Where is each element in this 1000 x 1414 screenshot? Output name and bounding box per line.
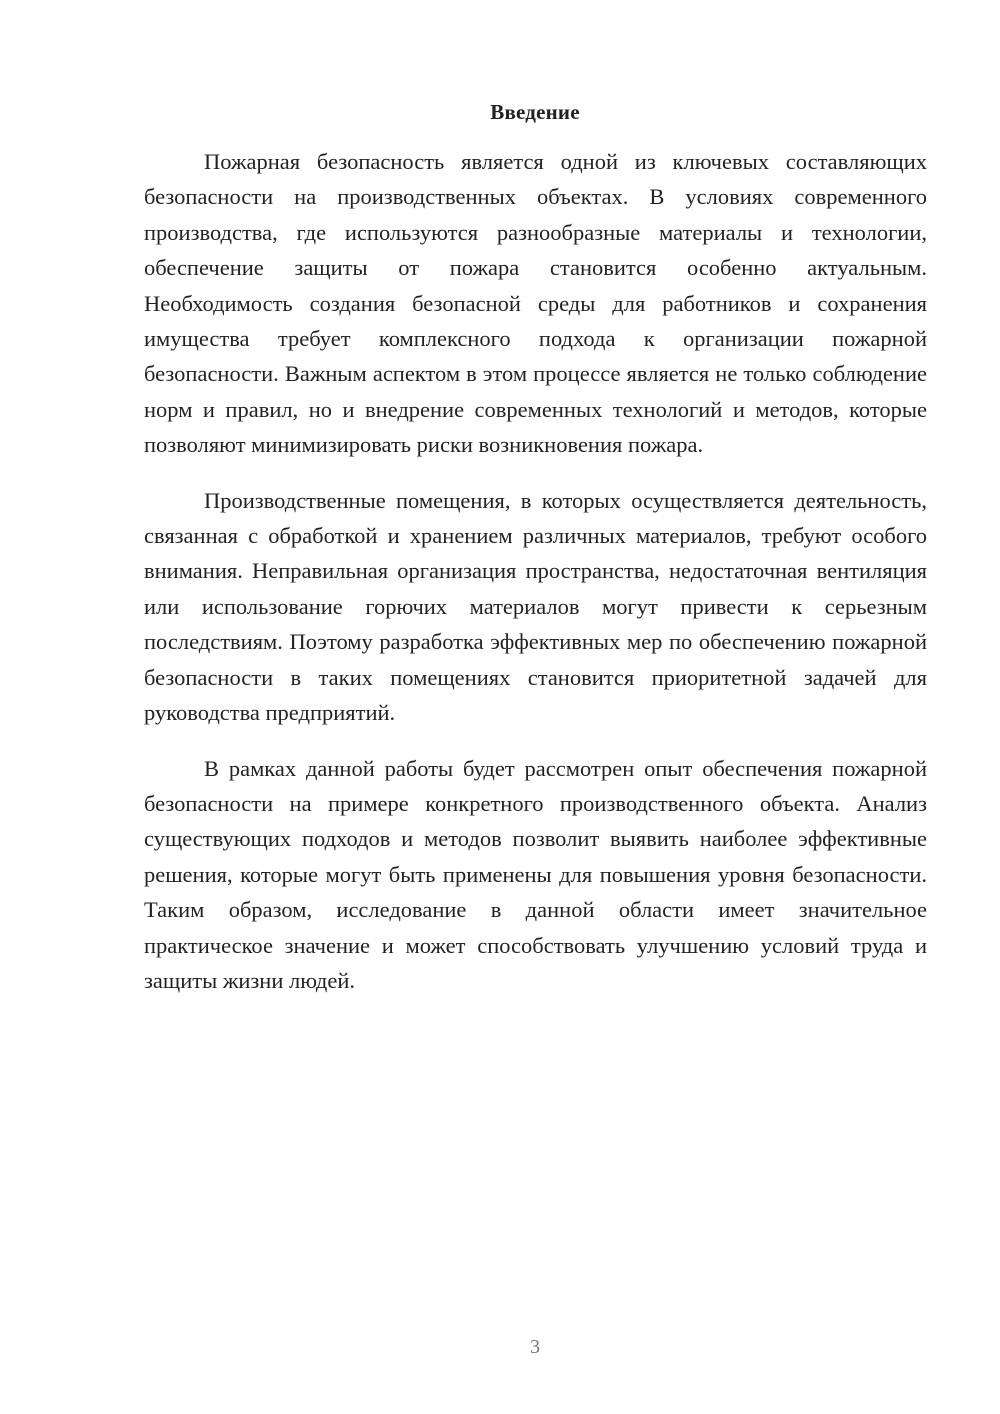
- page-number: 3: [530, 1336, 540, 1358]
- page-title: Введение: [490, 100, 580, 124]
- paragraph-3: В рамках данной работы будет рассмотрен опыт обеспечения пожарной безопасности на примере конкретного производственного объекта. Анализ существующих подходов и методов позволит выявить наиболее эффективные решения, которые могут быть применены для повышения уровня безопасности. Таким образом, исследование в данной области имеет значительное практическое значение и может способствовать улучшению условий труда и защиты жизни людей.: [144, 755, 927, 993]
- body-text: [144, 144, 927, 998]
- paragraph-1: Пожарная безопасность является одной из ключевых составляющих безопасности на производственных объектах. В условиях современного производства, где используются разнообразные материалы и технологии, обеспечение защиты от пожара становится особенно актуальным. Необходимость создания безопасной среды для работников и сохранения имущества требует комплексного подхода к организации пожарной безопасности. Важным аспектом в этом процессе является не только соблюдение норм и правил, но и внедрение современных технологий и методов, которые позволяют минимизировать риски возникновения пожара.: [144, 149, 927, 458]
- paragraph-2: Производственные помещения, в которых осуществляется деятельность, связанная с обработкой и хранением различных материалов, требуют особого внимания. Неправильная организация пространства, недостаточная вентиляция или использование горючих материалов могут привести к серьезным последствиям. Поэтому разработка эффективных мер по обеспечению пожарной безопасности в таких помещениях становится приоритетной задачей для руководства предприятий.: [144, 487, 927, 726]
